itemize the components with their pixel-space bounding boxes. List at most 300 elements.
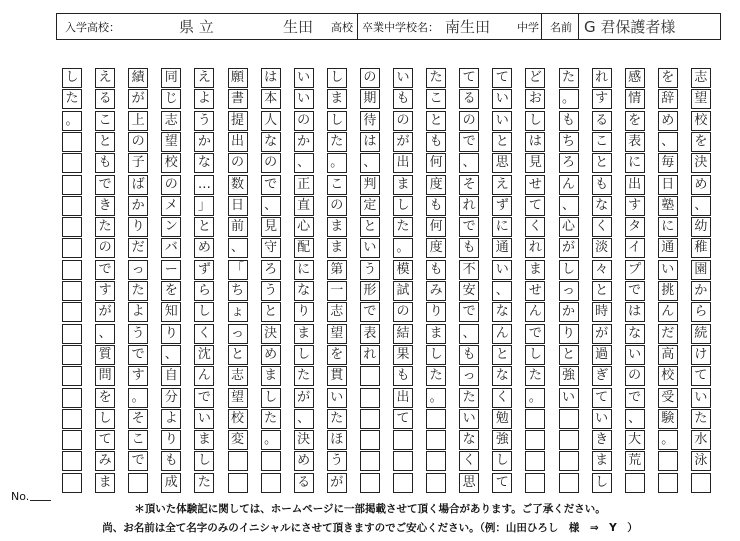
grid-cell: 日 <box>658 175 678 195</box>
grid-cell: め <box>658 111 678 131</box>
grid-cell: も <box>426 196 446 216</box>
grid-cell: 問 <box>95 366 115 386</box>
grid-cell: り <box>294 302 314 322</box>
grid-cell: ん <box>658 302 678 322</box>
grid-cell: 強 <box>559 366 579 386</box>
grid-cell: 。 <box>261 430 281 450</box>
grid-cell: ま <box>592 451 612 471</box>
grid-cell: 変 <box>228 430 248 450</box>
grid-cell: で <box>95 260 115 280</box>
grid-cell: 表 <box>625 132 645 152</box>
grid-cell: ま <box>294 324 314 344</box>
grid-cell: 見 <box>261 217 281 237</box>
grid-cell: 定 <box>360 196 380 216</box>
grid-cell: 心 <box>559 217 579 237</box>
grid-cell: り <box>128 217 148 237</box>
grid-cell: 直 <box>294 196 314 216</box>
grid-cell: た <box>691 409 711 429</box>
manuscript-column <box>492 68 512 495</box>
grid-cell: 志 <box>691 68 711 88</box>
grid-cell: 、 <box>360 153 380 173</box>
grid-cell: な <box>492 366 512 386</box>
grid-cell: 荒 <box>625 451 645 471</box>
grid-cell: く <box>194 324 214 344</box>
middle-school-suffix: 中学 <box>517 20 539 34</box>
grid-cell: こ <box>426 89 446 109</box>
grid-cell: の <box>393 302 413 322</box>
grid-cell: 正 <box>294 175 314 195</box>
grid-cell: 数 <box>228 175 248 195</box>
grid-cell: た <box>327 409 347 429</box>
grid-cell <box>525 473 545 493</box>
grid-cell: 校 <box>161 153 181 173</box>
grid-cell: も <box>559 111 579 131</box>
grid-cell: ー <box>161 260 181 280</box>
grid-cell: 願 <box>228 68 248 88</box>
grid-cell: り <box>559 324 579 344</box>
grid-cell: え <box>95 68 115 88</box>
grid-cell: っ <box>228 324 248 344</box>
grid-cell: て <box>459 68 479 88</box>
grid-cell: た <box>261 409 281 429</box>
grid-cell: よ <box>161 409 181 429</box>
grid-cell: う <box>327 451 347 471</box>
grid-cell: の <box>393 111 413 131</box>
grid-cell: 志 <box>161 111 181 131</box>
grid-cell: そ <box>128 409 148 429</box>
grid-cell: 通 <box>658 238 678 258</box>
name-label: 名前 <box>550 20 572 34</box>
grid-cell: か <box>194 132 214 152</box>
grid-cell: こ <box>128 430 148 450</box>
grid-cell: い <box>294 68 314 88</box>
grid-cell: 分 <box>161 388 181 408</box>
grid-cell: す <box>592 89 612 109</box>
grid-cell: 自 <box>161 366 181 386</box>
grid-cell: み <box>95 451 115 471</box>
grid-cell: 子 <box>128 153 148 173</box>
grid-cell: 、 <box>294 153 314 173</box>
grid-cell <box>62 430 82 450</box>
divider <box>578 14 579 39</box>
grid-cell: 配 <box>294 238 314 258</box>
grid-cell: て <box>525 196 545 216</box>
divider <box>357 14 358 39</box>
grid-cell: 出 <box>625 175 645 195</box>
grid-cell: し <box>261 388 281 408</box>
grid-cell <box>228 473 248 493</box>
grid-cell: か <box>128 196 148 216</box>
grid-cell <box>62 388 82 408</box>
grid-cell: が <box>592 324 612 344</box>
grid-cell: 判 <box>360 175 380 195</box>
grid-cell <box>360 451 380 471</box>
grid-cell: 出 <box>393 153 413 173</box>
grid-cell: 高 <box>658 345 678 365</box>
grid-cell: も <box>426 132 446 152</box>
grid-cell: て <box>393 409 413 429</box>
grid-cell: ど <box>525 68 545 88</box>
grid-cell: プ <box>625 260 645 280</box>
grid-cell: で <box>459 217 479 237</box>
grid-cell: よ <box>128 302 148 322</box>
grid-cell: な <box>592 196 612 216</box>
grid-cell: る <box>95 89 115 109</box>
grid-cell: 、 <box>691 196 711 216</box>
manuscript-column <box>625 68 645 495</box>
grid-cell: 不 <box>459 260 479 280</box>
grid-cell: た <box>194 473 214 493</box>
grid-cell: 大 <box>625 430 645 450</box>
grid-cell: も <box>95 153 115 173</box>
school-name: 生田 <box>283 18 314 36</box>
grid-cell: 」 <box>194 196 214 216</box>
grid-cell: 、 <box>625 409 645 429</box>
grid-cell <box>360 473 380 493</box>
grid-cell: ま <box>95 473 115 493</box>
grid-cell: う <box>128 324 148 344</box>
grid-cell <box>62 175 82 195</box>
grid-cell: ち <box>228 281 248 301</box>
grid-cell: も <box>459 238 479 258</box>
grid-cell: 守 <box>261 238 281 258</box>
grid-cell: な <box>194 153 214 173</box>
grid-cell: ほ <box>327 430 347 450</box>
manuscript-column <box>228 68 248 495</box>
grid-cell: は <box>360 132 380 152</box>
grid-cell: で <box>128 345 148 365</box>
grid-cell: し <box>426 345 446 365</box>
grid-cell: て <box>95 430 115 450</box>
grid-cell: こ <box>592 132 612 152</box>
grid-cell: 々 <box>592 260 612 280</box>
grid-cell: ぎ <box>592 366 612 386</box>
grid-cell: を <box>161 281 181 301</box>
grid-cell: 表 <box>360 324 380 344</box>
grid-cell <box>62 302 82 322</box>
grid-cell: で <box>261 175 281 195</box>
grid-cell: の <box>261 153 281 173</box>
grid-cell: 形 <box>360 281 380 301</box>
grid-cell: え <box>194 68 214 88</box>
manuscript-column <box>360 68 380 495</box>
grid-cell: う <box>360 260 380 280</box>
grid-cell <box>559 409 579 429</box>
footer-note-1: ＊頂いた体験記に関しては、ホームページに一部掲載させて頂く場合があります。ご了承ください。 <box>134 503 606 515</box>
grid-cell: で <box>360 302 380 322</box>
grid-cell: 望 <box>327 324 347 344</box>
footer-note-2: 尚、お名前は全て名字のみのイニシャルにさせて頂きますのでご安心ください。（例：山田ひろし 様 ⇒ Y ） <box>102 522 638 534</box>
grid-cell: こ <box>327 175 347 195</box>
grid-cell <box>62 473 82 493</box>
grid-cell: に <box>492 217 512 237</box>
grid-cell: し <box>327 111 347 131</box>
grid-cell: … <box>194 175 214 195</box>
grid-cell <box>559 430 579 450</box>
manuscript-grid <box>62 68 726 495</box>
grid-cell <box>62 238 82 258</box>
grid-cell: 、 <box>658 132 678 152</box>
grid-cell: い <box>658 260 678 280</box>
grid-cell: と <box>228 345 248 365</box>
grid-cell <box>62 409 82 429</box>
grid-cell: 提 <box>228 111 248 131</box>
grid-cell: 。 <box>426 388 446 408</box>
grid-cell: ま <box>525 260 545 280</box>
grid-cell: か <box>691 281 711 301</box>
grid-cell <box>62 345 82 365</box>
grid-cell: 、 <box>261 196 281 216</box>
grid-cell: た <box>294 366 314 386</box>
grid-cell: め <box>294 451 314 471</box>
grid-cell: の <box>625 366 645 386</box>
grid-cell: た <box>128 281 148 301</box>
grid-cell: 試 <box>393 281 413 301</box>
grid-cell: 校 <box>228 409 248 429</box>
grid-cell: 勉 <box>492 409 512 429</box>
grid-cell: 同 <box>161 68 181 88</box>
grid-cell: 本 <box>261 89 281 109</box>
grid-cell: な <box>625 324 645 344</box>
grid-cell: い <box>459 409 479 429</box>
grid-cell: 望 <box>228 388 248 408</box>
grid-cell: 結 <box>393 324 413 344</box>
grid-cell: 毎 <box>658 153 678 173</box>
grid-cell: 出 <box>228 132 248 152</box>
grid-cell <box>559 473 579 493</box>
grid-cell: 果 <box>393 345 413 365</box>
grid-cell: め <box>261 345 281 365</box>
grid-cell: 泳 <box>691 451 711 471</box>
grid-cell: 知 <box>161 302 181 322</box>
grid-cell: し <box>194 302 214 322</box>
grid-cell: し <box>525 345 545 365</box>
grid-cell: す <box>128 366 148 386</box>
grid-cell: し <box>327 68 347 88</box>
grid-cell: く <box>492 388 512 408</box>
grid-cell: り <box>161 430 181 450</box>
grid-cell: 「 <box>228 260 248 280</box>
grid-cell <box>393 430 413 450</box>
manuscript-column <box>294 68 314 495</box>
grid-cell: ま <box>194 430 214 450</box>
grid-cell: よ <box>194 89 214 109</box>
grid-cell: ま <box>327 217 347 237</box>
grid-cell: 辞 <box>658 89 678 109</box>
grid-cell: そ <box>459 175 479 195</box>
grid-cell: ん <box>559 175 579 195</box>
grid-cell: 過 <box>592 345 612 365</box>
grid-cell: す <box>95 281 115 301</box>
grid-cell: 何 <box>426 153 446 173</box>
grid-cell <box>625 473 645 493</box>
manuscript-column <box>327 68 347 495</box>
grid-cell: を <box>658 68 678 88</box>
grid-cell: ず <box>194 260 214 280</box>
grid-cell: し <box>492 451 512 471</box>
grid-cell <box>360 430 380 450</box>
grid-cell: と <box>592 281 612 301</box>
manuscript-column <box>426 68 446 495</box>
grid-cell: り <box>426 302 446 322</box>
grid-cell <box>393 451 413 471</box>
grid-cell: な <box>294 281 314 301</box>
grid-cell: 安 <box>459 281 479 301</box>
grid-cell: 心 <box>294 217 314 237</box>
grid-cell: 続 <box>691 324 711 344</box>
grid-cell: じ <box>161 89 181 109</box>
grid-cell: た <box>525 366 545 386</box>
manuscript-column <box>525 68 545 495</box>
grid-cell: こ <box>95 111 115 131</box>
grid-cell: く <box>459 451 479 471</box>
grid-cell: 、 <box>228 238 248 258</box>
grid-cell: と <box>95 132 115 152</box>
grid-cell: い <box>492 260 512 280</box>
grid-cell <box>658 451 678 471</box>
grid-cell: し <box>194 451 214 471</box>
grid-cell: っ <box>128 260 148 280</box>
grid-cell: 決 <box>294 430 314 450</box>
manuscript-column <box>95 68 115 495</box>
grid-cell: と <box>592 153 612 173</box>
number-label: No. <box>11 490 30 503</box>
grid-cell: き <box>592 430 612 450</box>
grid-cell: タ <box>625 217 645 237</box>
grid-cell: ち <box>559 132 579 152</box>
grid-cell: 貫 <box>327 366 347 386</box>
grid-cell: れ <box>592 68 612 88</box>
grid-cell: く <box>525 217 545 237</box>
grid-cell <box>525 451 545 471</box>
manuscript-column <box>592 68 612 495</box>
grid-cell: 望 <box>691 89 711 109</box>
grid-cell: を <box>625 111 645 131</box>
grid-cell: 決 <box>261 324 281 344</box>
grid-cell: が <box>95 302 115 322</box>
grid-cell: を <box>327 345 347 365</box>
grid-cell: る <box>592 111 612 131</box>
grid-cell: が <box>294 388 314 408</box>
grid-cell <box>62 366 82 386</box>
grid-cell: ま <box>426 324 446 344</box>
grid-cell: だ <box>658 324 678 344</box>
grid-cell: ろ <box>559 153 579 173</box>
grid-cell: な <box>492 302 512 322</box>
grid-cell: に <box>658 217 678 237</box>
grid-cell: せ <box>525 175 545 195</box>
grid-cell: も <box>161 451 181 471</box>
grid-cell: と <box>360 217 380 237</box>
grid-cell <box>525 409 545 429</box>
grid-cell: で <box>459 302 479 322</box>
grid-cell: 待 <box>360 111 380 131</box>
grid-cell: と <box>426 111 446 131</box>
grid-cell: ま <box>327 238 347 258</box>
grid-cell <box>62 132 82 152</box>
grid-cell: な <box>459 430 479 450</box>
grid-cell: 成 <box>161 473 181 493</box>
grid-cell: い <box>393 68 413 88</box>
grid-cell: れ <box>525 238 545 258</box>
grid-cell <box>360 388 380 408</box>
header-bar <box>56 13 721 40</box>
grid-cell: の <box>228 153 248 173</box>
grid-cell: せ <box>525 281 545 301</box>
grid-cell: 強 <box>492 430 512 450</box>
manuscript-column <box>128 68 148 495</box>
grid-cell: い <box>625 345 645 365</box>
grid-cell: ま <box>393 175 413 195</box>
grid-cell: 、 <box>459 324 479 344</box>
grid-cell: 通 <box>492 238 512 258</box>
grid-cell: 。 <box>525 388 545 408</box>
grid-cell: 淡 <box>592 238 612 258</box>
grid-cell: 。 <box>62 111 82 131</box>
school-suffix: 高校 <box>331 20 353 34</box>
grid-cell: 度 <box>426 238 446 258</box>
grid-cell: う <box>194 111 214 131</box>
grid-cell: え <box>492 175 512 195</box>
grid-cell: い <box>592 409 612 429</box>
grid-cell: い <box>294 89 314 109</box>
grid-cell: な <box>261 132 281 152</box>
grid-cell: の <box>95 238 115 258</box>
grid-cell: 受 <box>658 388 678 408</box>
divider <box>541 14 542 39</box>
manuscript-column <box>261 68 281 495</box>
grid-cell: と <box>492 345 512 365</box>
grid-cell: 挑 <box>658 281 678 301</box>
manuscript-column <box>658 68 678 495</box>
grid-cell: い <box>360 238 380 258</box>
grid-cell <box>62 451 82 471</box>
grid-cell: け <box>691 345 711 365</box>
grid-cell: は <box>625 302 645 322</box>
grid-cell: ん <box>492 324 512 344</box>
grid-cell: 績 <box>128 68 148 88</box>
grid-cell <box>261 451 281 471</box>
grid-cell: の <box>161 175 181 195</box>
grid-cell: い <box>492 89 512 109</box>
grid-cell: ず <box>492 196 512 216</box>
grid-cell: み <box>426 281 446 301</box>
grid-cell: 上 <box>128 111 148 131</box>
grid-cell: の <box>327 196 347 216</box>
grid-cell: の <box>128 132 148 152</box>
grid-cell: 塾 <box>658 196 678 216</box>
grid-cell <box>426 451 446 471</box>
grid-cell: っ <box>559 281 579 301</box>
school-pref: 県 立 <box>179 18 214 36</box>
grid-cell <box>62 217 82 237</box>
grid-cell: も <box>393 89 413 109</box>
grid-cell <box>393 473 413 493</box>
grid-cell: 出 <box>393 388 413 408</box>
manuscript-column <box>691 68 711 495</box>
grid-cell: ら <box>194 281 214 301</box>
grid-cell <box>128 473 148 493</box>
grid-cell: し <box>294 345 314 365</box>
grid-cell: 書 <box>228 89 248 109</box>
grid-cell: が <box>327 473 347 493</box>
grid-cell: 志 <box>327 302 347 322</box>
grid-cell: ば <box>128 175 148 195</box>
grid-cell: 人 <box>261 111 281 131</box>
grid-cell: し <box>95 409 115 429</box>
grid-cell: の <box>294 111 314 131</box>
grid-cell <box>658 473 678 493</box>
